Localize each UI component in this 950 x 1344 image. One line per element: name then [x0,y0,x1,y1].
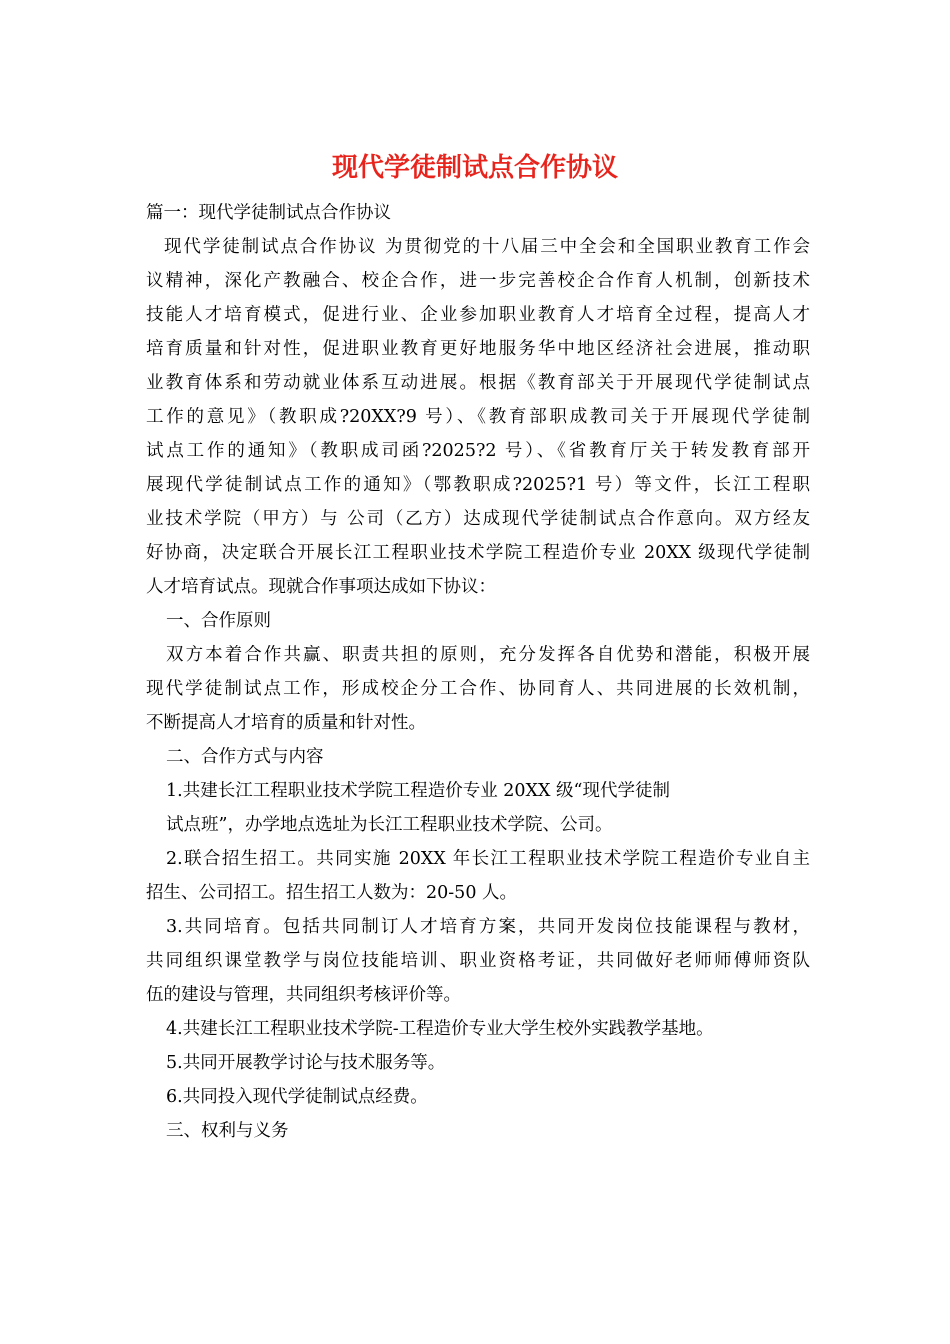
text-line: 业教育体系和劳动就业体系互动进展。根据《教育部关于开展现代学徒制试点 [146,373,810,393]
text-line: 双方本着合作共赢、职责共担的原则，充分发挥各自优势和潜能，积极开展 [166,645,810,665]
text-line: 1.共建长江工程职业技术学院工程造价专业 20XX 级“现代学徒制 [166,781,670,801]
text-line: 人才培育试点。现就合作事项达成如下协议： [146,577,496,597]
text-line: 共同组织课堂教学与岗位技能培训、职业资格考证，共同做好老师师傅师资队 [146,951,810,971]
text-line: 3.共同培育。包括共同制订人才培育方案，共同开发岗位技能课程与教材， [166,917,810,937]
text-line: 试点班”，办学地点选址为长江工程职业技术学院、公司。 [166,815,613,835]
text-line: 三、权利与义务 [166,1121,289,1141]
text-line: 伍的建设与管理，共同组织考核评价等。 [146,985,461,1005]
text-line: 现代学徒制试点工作，形成校企分工合作、协同育人、共同进展的长效机制， [146,679,810,699]
text-line: 议精神，深化产教融合、校企合作，进一步完善校企合作育人机制，创新技术 [146,271,810,291]
text-line: 6.共同投入现代学徒制试点经费。 [166,1087,428,1107]
text-line: 好协商，决定联合开展长江工程职业技术学院工程造价专业 20XX 级现代学徒制 [146,543,810,563]
text-line: 二、合作方式与内容 [166,747,324,767]
text-line: 现代学徒制试点合作协议 为贯彻党的十八届三中全会和全国职业教育工作会 [164,237,810,257]
text-line: 一、合作原则 [166,611,271,631]
text-line: 招生、公司招工。招生招工人数为：20-50 人。 [146,883,518,903]
text-line: 培育质量和针对性，促进职业教育更好地服务华中地区经济社会进展，推动职 [146,339,810,359]
document-body [146,196,810,1148]
text-line: 不断提高人才培育的质量和针对性。 [146,713,426,733]
text-line: 篇一：现代学徒制试点合作协议 [146,203,391,223]
text-line: 5.共同开展教学讨论与技术服务等。 [166,1053,446,1073]
text-line: 技能人才培育模式，促进行业、企业参加职业教育人才培育全过程，提高人才 [146,305,810,325]
text-line: 展现代学徒制试点工作的通知》（鄂教职成?2025?1 号）等文件，长江工程职 [146,475,810,495]
text-line: 4.共建长江工程职业技术学院-工程造价专业大学生校外实践教学基地。 [166,1019,714,1039]
text-line: 试点工作的通知》（教职成司函?2025?2 号）、《省教育厅关于转发教育部开 [146,441,810,461]
text-line: 2.联合招生招工。共同实施 20XX 年长江工程职业技术学院工程造价专业自主 [166,849,810,869]
document-title: 现代学徒制试点合作协议 [331,153,618,183]
text-line: 工作的意见》（教职成?20XX?9 号）、《教育部职成教司关于开展现代学徒制 [146,407,810,427]
text-line: 业技术学院（甲方）与 公司（乙方）达成现代学徒制试点合作意向。双方经友 [146,509,810,529]
